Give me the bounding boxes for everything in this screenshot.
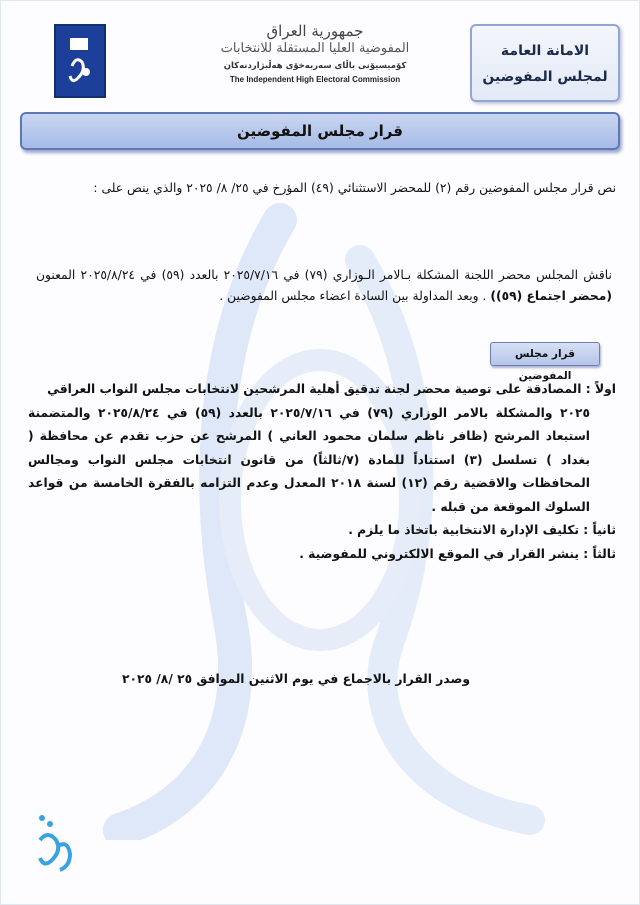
decision-item-first-lead: اولاً : المصادقة على توصية محضر لجنة تدقيق أهلية المرشحين لانتخابات مجلس النواب العراقي [47,382,616,396]
commission-name-ar: المفوضية العليا المستقلة للانتخابات [220,41,410,56]
commission-name-block [220,22,410,108]
commission-name-en: The Independent High Electoral Commission [229,75,401,84]
discussion-meeting-ref: (محضر اجتماع (٥٩)) [490,289,612,303]
decision-item-second: ثانياً : تكليف الإدارة الانتخابية باتخاذ ما يلزم . [348,523,616,537]
issuance-statement: وصدر القرار بالاجماع في يوم الاثنين الموافق ٢٥ /٨/ ٢٠٢٥ [121,672,470,686]
commission-country: جمهورية العراق [266,22,364,40]
decision-item-first-body: ٢٠٢٥ والمشكلة بالامر الوزاري (٧٩) في ٢٠٢٥/٧/١٦ بالعدد (٥٩) في ٢٠٢٥/٨/٢٤ والمتضمنة استبعاد المرشح (ظافر ناظم سلمان محمود العاني ) المرشح عن حزب تقدم عن محافظة ( بغداد ) تسلسل (٣) استناداً للمادة (٧/ثالثاً) من قانون انتخابات مجلس النواب ومجالس المحافظات والاقضية رقم (١٢) لسنة ٢٠١٨ المعدل وعدم التزامه بالفقرة الخامسة من قواعد السلوك الموقعة من قبله . [28,405,591,514]
decision-item-first [28,378,616,519]
decision-intro-paragraph: نص قرار مجلس المفوضين رقم (٢) للمحضر الاستثنائي (٤٩) المؤرخ في ٢٥/ ٨/ ٢٠٢٥ والذي ينص على : [93,181,616,195]
secretariat-line2: لمجلس المفوضين [482,69,608,85]
ihec-logo [54,24,106,98]
footer-logo-icon [34,810,74,876]
discussion-paragraph [36,265,612,307]
document-title: قرار مجلس المفوضين [20,112,620,150]
letterhead [20,16,620,108]
discussion-text-1: ناقش المجلس محضر اللجنة المشكلة بـالامر الـوزاري (٧٩) في ٢٠٢٥/٧/١٦ بالعدد (٥٩) في ٢٠٢٥/٨/٢٤ المعنون [36,268,612,282]
decision-items [28,378,616,566]
commission-name-ku: كۆمیسیۆنی باڵای سەربەخۆی هەڵبژاردنەکان [223,61,407,71]
secretariat-line1: الامانة العامة [500,43,590,59]
discussion-text-2: . وبعد المداولة بين السادة اعضاء مجلس المفوضين . [219,289,491,303]
secretariat-box [470,24,620,102]
ballot-icon [56,26,104,96]
decision-item-third: ثالثاً : ينشر القرار في الموقع الالكتروني للمفوضية . [299,546,616,561]
decision-section-label: قرار مجلس المفوضين [490,342,600,366]
